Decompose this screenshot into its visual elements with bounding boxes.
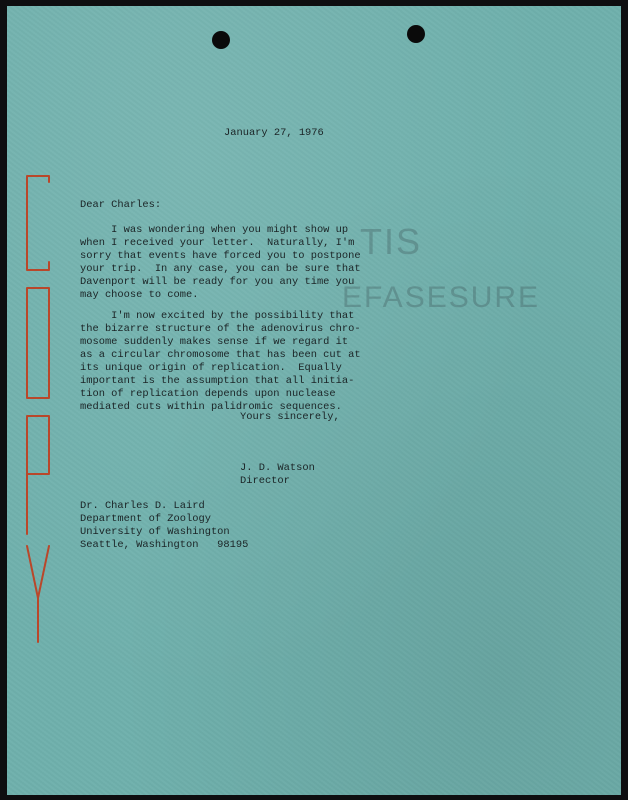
copy-stamp-letter-p [27, 416, 49, 534]
show-through-text-1: TIS [360, 221, 423, 262]
recipient-address: Dr. Charles D. Laird Department of Zoology University of Washington Seattle, Washington 98195 [80, 500, 249, 551]
letter-page [7, 6, 621, 795]
signature-name: J. D. Watson [240, 462, 315, 474]
show-through-text-2: EFASESURE [342, 281, 541, 314]
copy-stamp-letter-y [27, 546, 49, 642]
letter-paragraph-2: I'm now excited by the possibility that the bizarre structure of the adenovirus chro- mosome suddenly makes sense if we regard it as a circular chromosome that has been cut at its unique origin of replication. Equally important is the assumption that all initia- tion of replication depends upon nuclease mediated cuts within palidromic sequences. [80, 310, 361, 413]
letter-date: January 27, 1976 [224, 127, 324, 139]
copy-stamp [23, 174, 53, 644]
letter-closing: Yours sincerely, [240, 411, 340, 423]
copy-stamp-letter-o [27, 288, 49, 398]
punch-hole-left [212, 31, 230, 49]
letter-paragraph-1: I was wondering when you might show up when I received your letter. Naturally, I'm sorry that events have forced you to postpone your trip. In any case, you can be sure that Davenport will be ready for you any time you may choose to come. [80, 224, 361, 301]
letter-salutation: Dear Charles: [80, 199, 162, 211]
punch-hole-right [407, 25, 425, 43]
copy-stamp-letter-c [27, 176, 49, 270]
signature-title: Director [240, 475, 290, 487]
